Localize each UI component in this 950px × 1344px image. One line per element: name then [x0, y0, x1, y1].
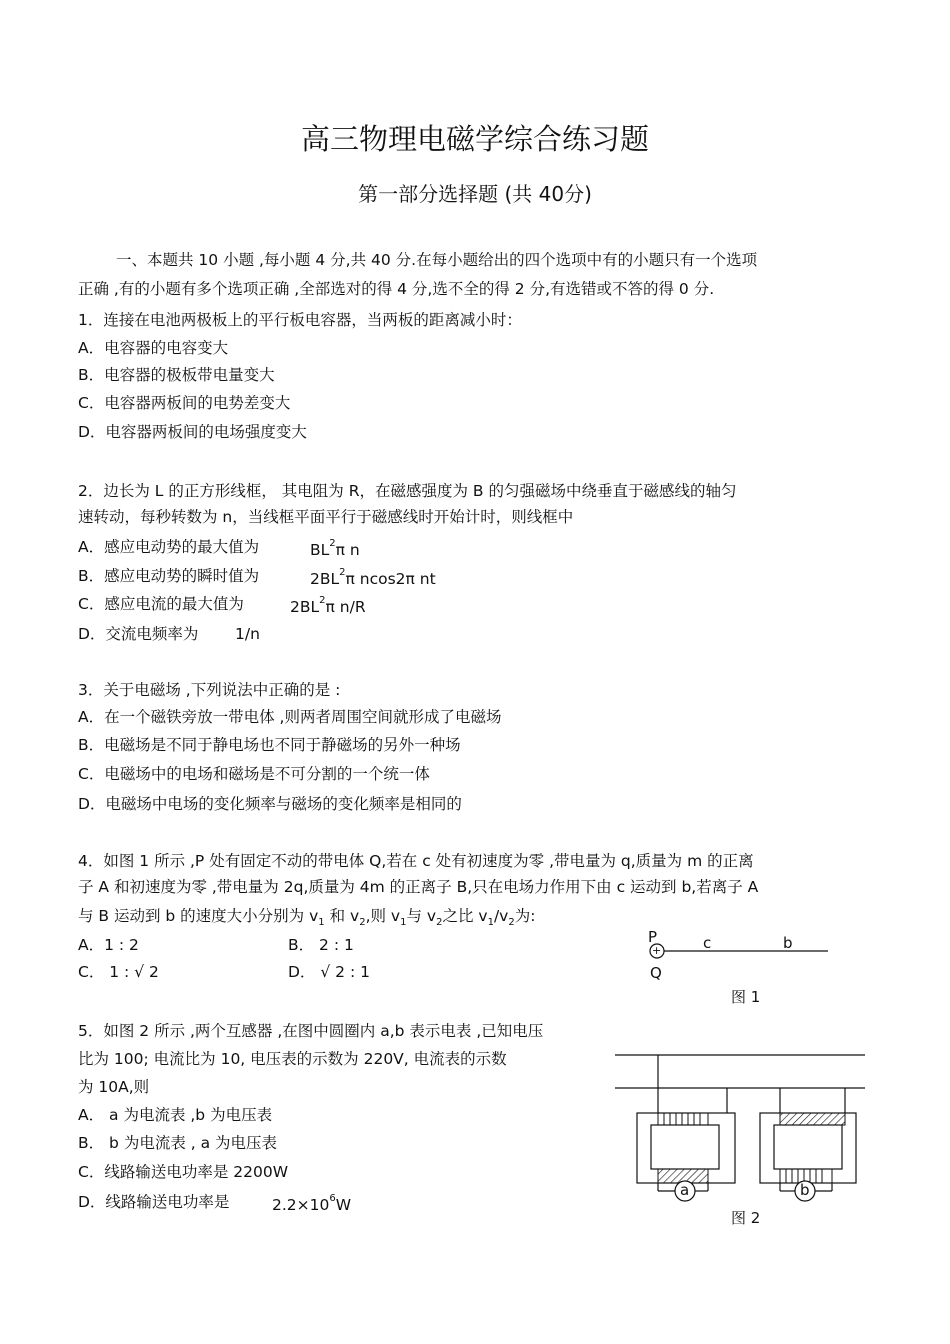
figure-1-caption: 图 1 [731, 988, 761, 1006]
figure-1-label-q: Q [650, 964, 662, 982]
q4-option-a: A．1 : 2 [78, 936, 139, 954]
q5-option-b: B． b 为电流表 , a 为电压表 [78, 1134, 278, 1152]
q4-stem-line-2: 子 A 和初速度为零 ,带电量为 2q,质量为 4m 的正离子 B,只在电场力作用下由 c 运动到 b,若离子 A [78, 878, 759, 896]
q5-option-d-text: D．线路输送电功率是 [78, 1193, 230, 1211]
q3-stem: 3．关于电磁场 ,下列说法中正确的是 : [78, 681, 341, 699]
q1-option-c: C．电容器两板间的电势差变大 [78, 394, 291, 412]
q3-option-b: B．电磁场是不同于静电场也不同于静磁场的另外一种场 [78, 736, 461, 754]
q2-option-d-text: D．交流电频率为 [78, 625, 199, 643]
q2-option-a-text: A．感应电动势的最大值为 [78, 538, 260, 556]
q2-option-c-formula: $2BL^2\pi$ n/R [290, 595, 366, 617]
q2-option-b-formula: $2BL^2\pi$ ncos2π nt [310, 567, 436, 589]
q2-option-b-text: B．感应电动势的瞬时值为 [78, 567, 260, 585]
q4-stem-line-1: 4．如图 1 所示 ,P 处有固定不动的带电体 Q,若在 c 处有初速度为零 ,带电量为 q,质量为 m 的正离 [78, 852, 754, 870]
q4-option-b: B． 2 : 1 [288, 936, 354, 954]
meter-b-label: b [800, 1181, 810, 1199]
q2-option-c-text: C．感应电流的最大值为 [78, 595, 244, 613]
instructions-line-2: 正确 ,有的小题有多个选项正确 ,全部选对的得 4 分,选不全的得 2 分,有选错或不答的得 0 分. [78, 280, 715, 298]
q3-option-c: C．电磁场中的电场和磁场是不可分割的一个统一体 [78, 765, 430, 783]
q5-stem-line-1: 5．如图 2 所示 ,两个互感器 ,在图中圆圈内 a,b 表示电表 ,已知电压 [78, 1022, 544, 1040]
figure-1-diagram [640, 925, 840, 985]
q2-option-d-formula: 1/n [235, 625, 260, 643]
q4-option-c: C． 1 : √ 2 [78, 963, 159, 981]
section-subtitle: 第一部分选择题 (共 40分) [358, 182, 592, 206]
q5-option-c: C．线路输送电功率是 2200W [78, 1163, 289, 1181]
figure-2-diagram [610, 1045, 870, 1210]
figure-1-label-b: b [783, 934, 793, 952]
q5-stem-line-2: 比为 100; 电流比为 10, 电压表的示数为 220V, 电流表的示数 [78, 1050, 507, 1068]
page-title: 高三物理电磁学综合练习题 [300, 122, 649, 156]
q2-option-a-formula: $BL^2\pi$ n [310, 538, 360, 560]
transformer-left [637, 1055, 735, 1201]
figure-1-plus-sign: + [652, 944, 662, 957]
q3-option-a: A．在一个磁铁旁放一带电体 ,则两者周围空间就形成了电磁场 [78, 708, 502, 726]
q5-option-a: A． a 为电流表 ,b 为电压表 [78, 1106, 273, 1124]
q3-option-d: D．电磁场中电场的变化频率与磁场的变化频率是相同的 [78, 795, 462, 813]
q1-option-d: D．电容器两板间的电场强度变大 [78, 423, 307, 441]
q1-option-b: B．电容器的极板带电量变大 [78, 366, 275, 384]
q4-option-d: D． √ 2 : 1 [288, 963, 370, 981]
q5-option-d-formula: $2.2\times 10^6W$ [272, 1193, 352, 1215]
q2-stem-line-2: 速转动，每秒转数为 n，当线框平面平行于磁感线时开始计时，则线框中 [78, 508, 574, 526]
q1-option-a: A．电容器的电容变大 [78, 339, 229, 357]
figure-2-caption: 图 2 [731, 1209, 761, 1227]
figure-1-label-p: P [648, 928, 658, 946]
q4-stem-line-3: 与 B 运动到 b 的速度大小分别为 $v_1$ 和 $v_2$,则 $v_1$与 $v_2$之比 $v_1/v_2$为: [78, 907, 536, 929]
q1-stem: 1．连接在电池两极板上的平行板电容器，当两板的距离减小时： [78, 311, 522, 329]
instructions-line-1: 一、本题共 10 小题 ,每小题 4 分,共 40 分.在每小题给出的四个选项中有的小题只有一个选项 [116, 251, 758, 269]
q2-stem-line-1: 2．边长为 L 的正方形线框， 其电阻为 R，在磁感强度为 B 的匀强磁场中绕垂直于磁感线的轴匀 [78, 482, 737, 500]
q5-stem-line-3: 为 10A,则 [78, 1078, 150, 1096]
meter-a-label: a [680, 1181, 690, 1199]
figure-1-label-c: c [703, 934, 712, 952]
